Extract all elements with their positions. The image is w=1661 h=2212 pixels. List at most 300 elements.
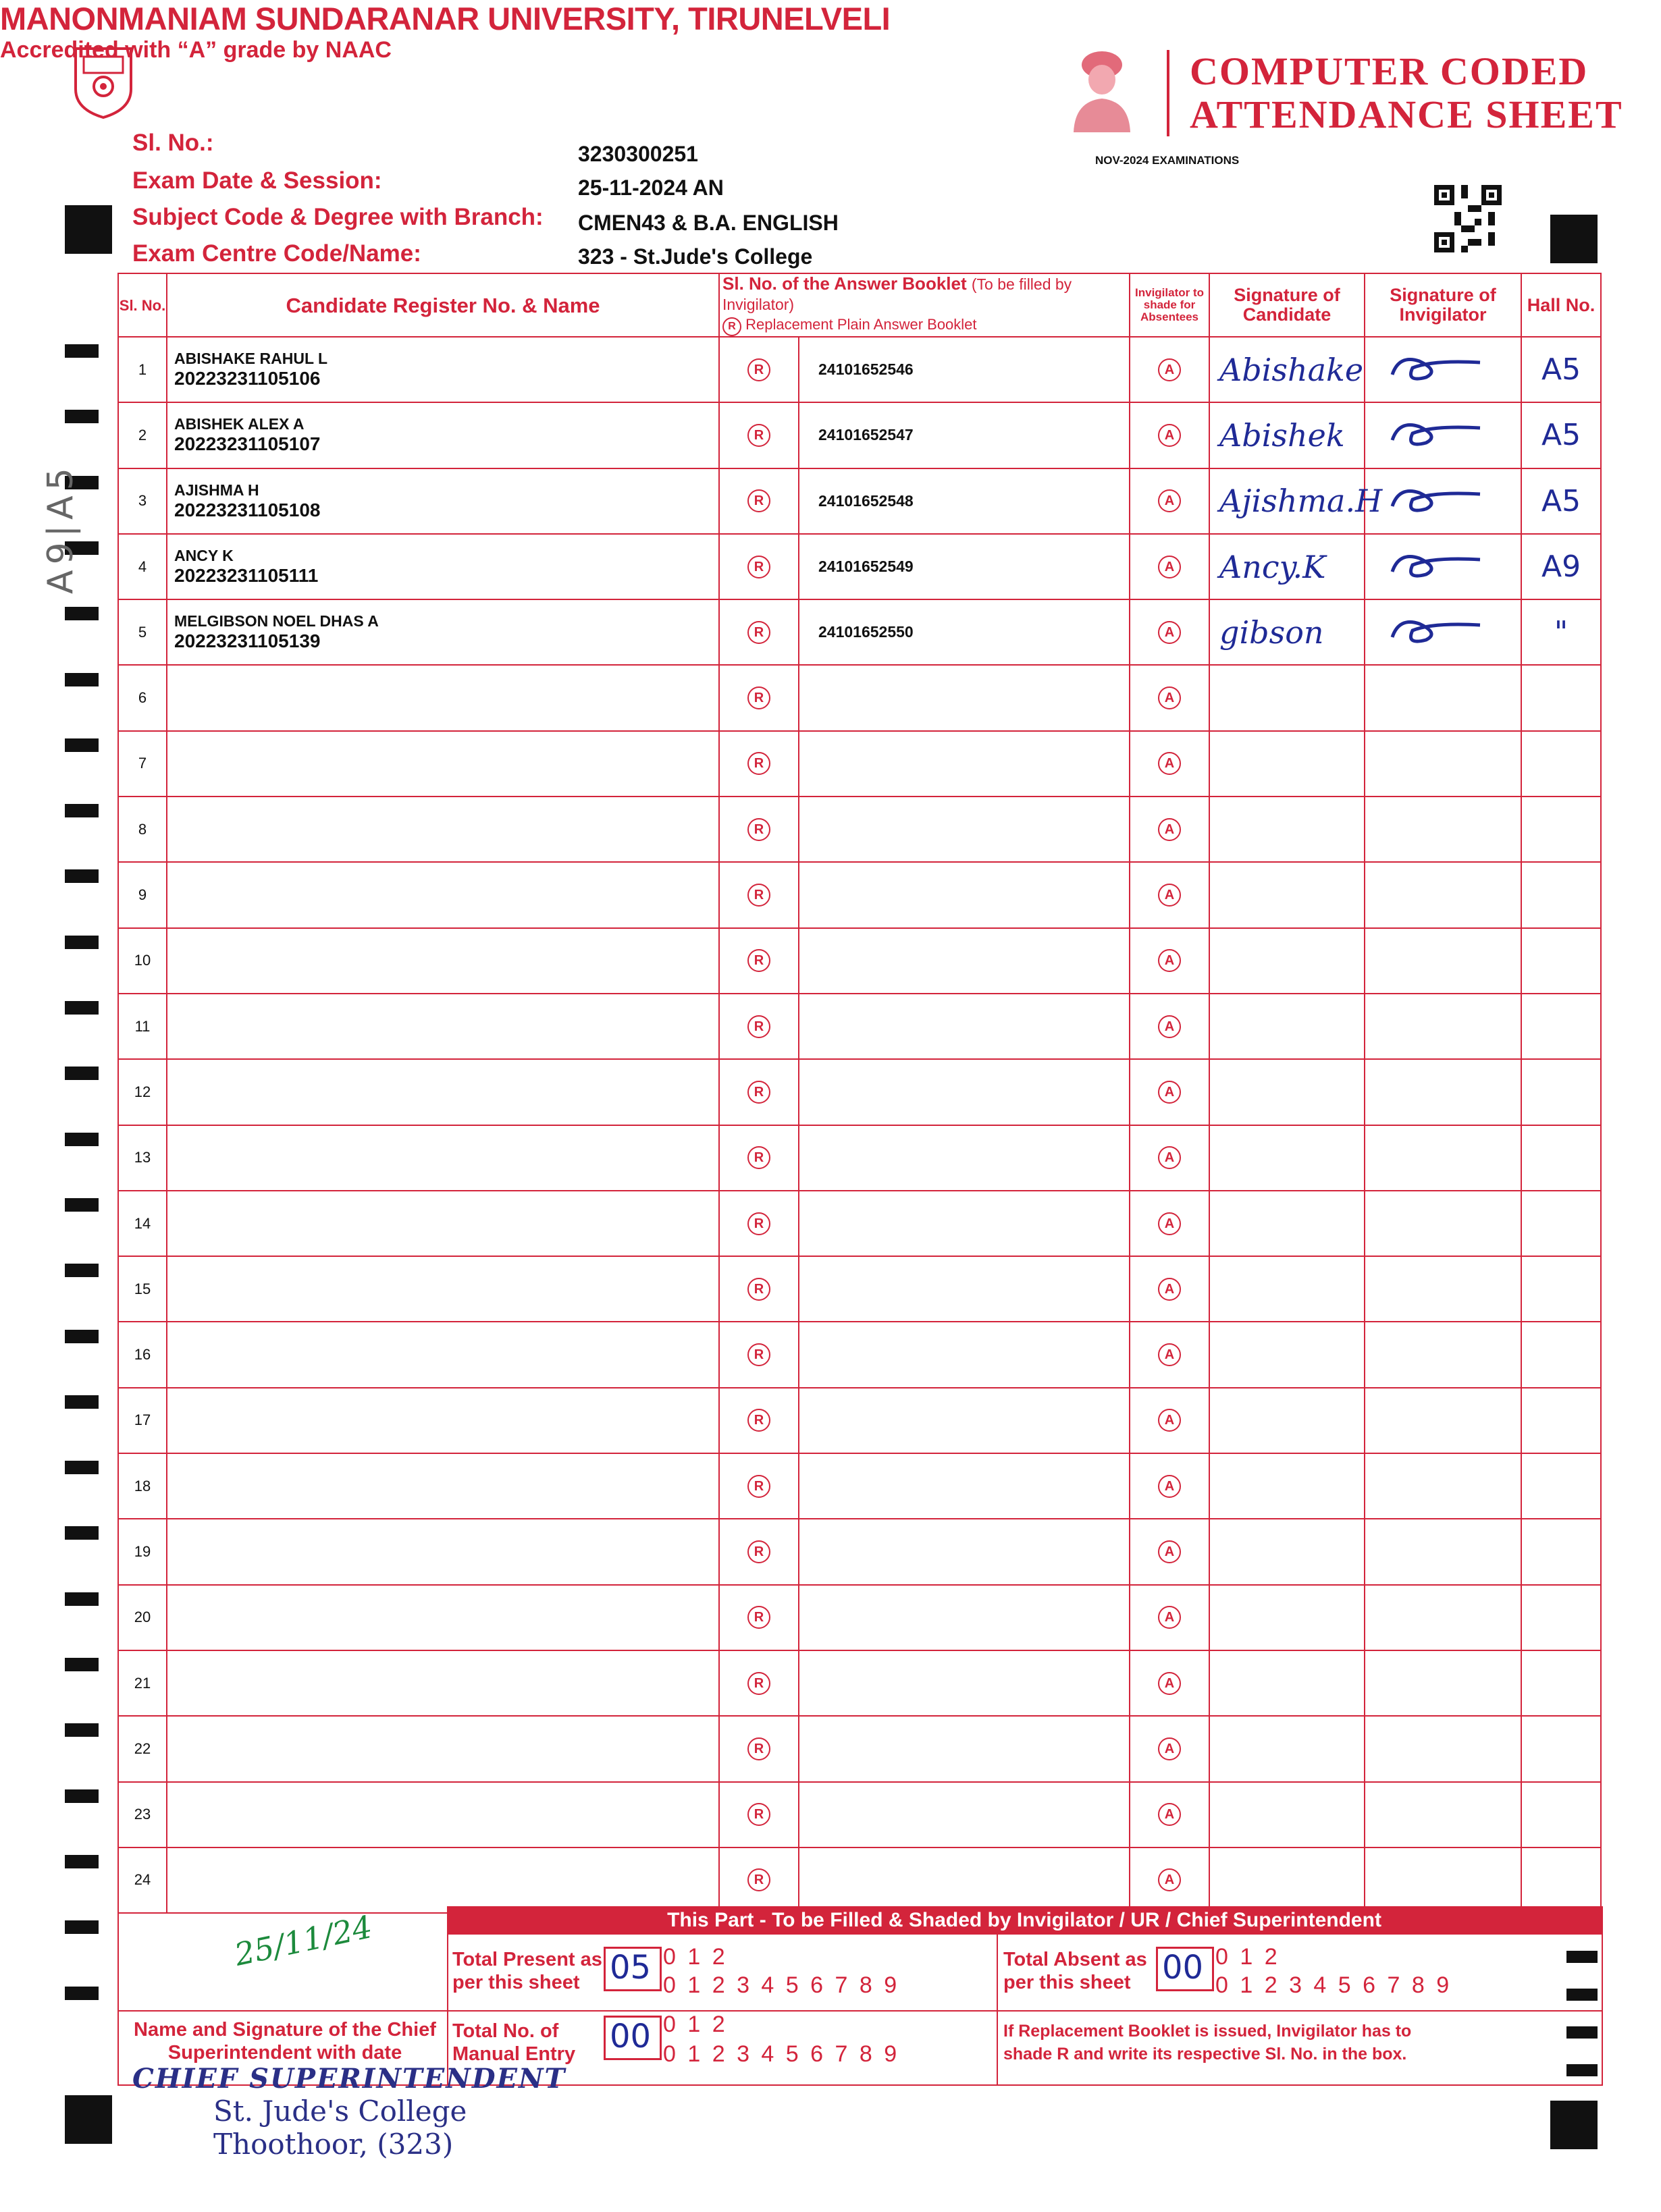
side-timing-mark <box>65 1920 99 1934</box>
replacement-r-icon: R <box>747 884 770 907</box>
table-row <box>118 1650 1601 1716</box>
candidate-cell <box>167 402 719 468</box>
absent-bubble[interactable] <box>1130 1650 1209 1716</box>
replacement-bubble[interactable] <box>719 665 799 730</box>
invigilator-signature-scribble <box>1365 348 1500 388</box>
total-absent-label: Total Absent as per this sheet <box>1003 1949 1147 1993</box>
invigilator-signature <box>1365 1782 1521 1847</box>
absent-bubble[interactable] <box>1130 797 1209 862</box>
absent-a-icon: A <box>1158 1540 1181 1563</box>
candidate-cell <box>167 1519 719 1584</box>
absent-a-icon: A <box>1158 424 1181 447</box>
table-row <box>118 862 1601 927</box>
candidate-signature: gibson <box>1209 599 1365 665</box>
row-sl-no: 13 <box>118 1125 167 1191</box>
replacement-r-icon: R <box>747 489 770 512</box>
replacement-bubble[interactable] <box>719 599 799 665</box>
candidate-cell <box>167 1256 719 1322</box>
booklet-number[interactable] <box>799 928 1130 994</box>
side-timing-mark <box>65 1001 99 1015</box>
absent-bubble[interactable] <box>1130 534 1209 599</box>
absent-a-icon: A <box>1158 884 1181 907</box>
hall-number <box>1521 1585 1601 1650</box>
booklet-number[interactable] <box>799 994 1130 1059</box>
replacement-r-icon: R <box>747 818 770 841</box>
exam-tag: NOV-2024 EXAMINATIONS <box>1095 154 1240 167</box>
replacement-r-icon: R <box>747 1737 770 1760</box>
replacement-bubble[interactable] <box>719 1453 799 1519</box>
candidate-cell <box>167 599 719 665</box>
replacement-r-icon: R <box>747 1606 770 1629</box>
row-sl-no: 9 <box>118 862 167 927</box>
replacement-r-icon: R <box>747 1475 770 1498</box>
hall-number: A5 <box>1521 402 1601 468</box>
table-row <box>118 337 1601 402</box>
hall-number <box>1521 1782 1601 1847</box>
invigilator-signature <box>1365 994 1521 1059</box>
candidate-cell <box>167 928 719 994</box>
absent-bubble[interactable] <box>1130 599 1209 665</box>
row-sl-no: 5 <box>118 599 167 665</box>
attendance-table <box>117 273 1602 1914</box>
manual-units-bubbles: 0 1 2 3 4 5 6 7 8 9 <box>663 2041 900 2067</box>
absent-bubble[interactable] <box>1130 1782 1209 1847</box>
absent-a-icon: A <box>1158 1737 1181 1760</box>
row-sl-no: 1 <box>118 337 167 402</box>
timing-mark <box>65 2095 112 2144</box>
replacement-r-icon: R <box>747 686 770 709</box>
absent-a-icon: A <box>1158 621 1181 644</box>
booklet-number[interactable] <box>799 1585 1130 1650</box>
candidate-cell <box>167 665 719 730</box>
replacement-bubble[interactable] <box>719 337 799 402</box>
candidate-cell <box>167 1847 719 1913</box>
side-timing-mark <box>65 936 99 949</box>
absent-a-icon: A <box>1158 1343 1181 1366</box>
sheet-title <box>1167 50 1623 136</box>
booklet-number[interactable] <box>799 797 1130 862</box>
register-number: 20223231105139 <box>174 630 321 652</box>
absent-bubble[interactable] <box>1130 1125 1209 1191</box>
absent-bubble[interactable] <box>1130 1256 1209 1322</box>
side-timing-mark <box>65 410 99 423</box>
side-timing-mark <box>65 1855 99 1868</box>
replacement-bubble[interactable] <box>719 402 799 468</box>
hall-number <box>1521 1322 1601 1387</box>
candidate-signature <box>1209 1191 1365 1256</box>
booklet-number[interactable] <box>799 1059 1130 1125</box>
absent-tens-bubbles: 0 1 2 <box>1215 1944 1280 1970</box>
absent-bubble[interactable] <box>1130 1847 1209 1913</box>
invigilator-signature <box>1365 1650 1521 1716</box>
sheet-title-line1: COMPUTER CODED <box>1190 49 1589 93</box>
candidate-cell <box>167 862 719 927</box>
stamp-line2: St. Jude's College <box>213 2095 467 2128</box>
table-row <box>118 1322 1601 1387</box>
replacement-bubble[interactable] <box>719 1256 799 1322</box>
replacement-r-icon: R <box>747 621 770 644</box>
invigilator-signature <box>1365 468 1521 534</box>
table-row <box>118 1519 1601 1584</box>
manual-entry-value: 00 <box>610 2018 652 2055</box>
table-row <box>118 599 1601 665</box>
invigilator-signature <box>1365 599 1521 665</box>
hall-number <box>1521 1191 1601 1256</box>
absent-a-icon: A <box>1158 1212 1181 1235</box>
accreditation: Accredited with “A” grade by NAAC <box>0 37 392 63</box>
manual-entry-box <box>604 2016 662 2060</box>
row-sl-no: 3 <box>118 468 167 534</box>
absent-a-icon: A <box>1158 1146 1181 1169</box>
invigilator-signature-scribble <box>1365 545 1500 585</box>
replacement-bubble[interactable] <box>719 797 799 862</box>
absent-bubble[interactable] <box>1130 468 1209 534</box>
booklet-number[interactable] <box>799 1519 1130 1584</box>
absent-a-icon: A <box>1158 1606 1181 1629</box>
candidate-signature <box>1209 1125 1365 1191</box>
absent-bubble[interactable] <box>1130 1519 1209 1584</box>
replacement-bubble[interactable] <box>719 1519 799 1584</box>
candidate-signature <box>1209 797 1365 862</box>
invigilator-signature-scribble <box>1365 413 1500 454</box>
hall-number <box>1521 665 1601 730</box>
college-stamp <box>132 2063 566 2161</box>
sl-no-value: 3230300251 <box>578 142 698 166</box>
absent-bubble[interactable] <box>1130 1388 1209 1453</box>
candidate-cell <box>167 1322 719 1387</box>
side-timing-mark <box>65 1658 99 1671</box>
booklet-number[interactable] <box>799 1125 1130 1191</box>
absent-a-icon: A <box>1158 1081 1181 1104</box>
candidate-cell <box>167 797 719 862</box>
candidate-cell <box>167 337 719 402</box>
candidate-signature <box>1209 1322 1365 1387</box>
booklet-number[interactable] <box>799 1256 1130 1322</box>
absent-a-icon: A <box>1158 556 1181 578</box>
candidate-cell <box>167 534 719 599</box>
total-absent-value: 00 <box>1162 1949 1204 1987</box>
sl-no-label: Sl. No.: <box>132 130 214 156</box>
summary-banner: This Part - To be Filled & Shaded by Invigilator / UR / Chief Superintendent <box>447 1906 1602 1935</box>
manual-tens-bubbles: 0 1 2 <box>663 2012 728 2037</box>
row-sl-no: 2 <box>118 402 167 468</box>
row-sl-no: 18 <box>118 1453 167 1519</box>
candidate-signature <box>1209 665 1365 730</box>
replacement-r-icon: R <box>747 1803 770 1826</box>
candidate-cell <box>167 731 719 797</box>
replacement-r-icon: R <box>747 1212 770 1235</box>
booklet-header-note: (To be filled by Invigilator) <box>722 275 1072 313</box>
booklet-number[interactable]: 24101652548 <box>799 468 1130 534</box>
hall-number: A9 <box>1521 534 1601 599</box>
booklet-number[interactable] <box>799 1388 1130 1453</box>
invigilator-signature <box>1365 1256 1521 1322</box>
absent-bubble[interactable] <box>1130 1191 1209 1256</box>
candidate-cell <box>167 1650 719 1716</box>
absent-a-icon: A <box>1158 1672 1181 1695</box>
replacement-bubble[interactable] <box>719 1716 799 1781</box>
candidate-signature: Abishake <box>1209 337 1365 402</box>
side-timing-mark <box>65 1198 99 1212</box>
replacement-r-icon: R <box>747 1672 770 1695</box>
total-present-box <box>604 1947 662 1991</box>
candidate-signature: Ancy.K <box>1209 534 1365 599</box>
summary-section <box>117 1906 1603 2086</box>
invigilator-signature <box>1365 928 1521 994</box>
side-timing-mark <box>65 1789 99 1803</box>
invigilator-signature <box>1365 1716 1521 1781</box>
candidate-cell <box>167 1059 719 1125</box>
table-row <box>118 468 1601 534</box>
replacement-bubble[interactable] <box>719 468 799 534</box>
booklet-number[interactable] <box>799 665 1130 730</box>
absent-a-icon: A <box>1158 1278 1181 1301</box>
replacement-r-icon: R <box>747 1081 770 1104</box>
table-row <box>118 1585 1601 1650</box>
hall-number <box>1521 731 1601 797</box>
row-sl-no: 10 <box>118 928 167 994</box>
invigilator-signature <box>1365 797 1521 862</box>
row-sl-no: 12 <box>118 1059 167 1125</box>
row-sl-no: 4 <box>118 534 167 599</box>
invigilator-signature <box>1365 1847 1521 1913</box>
replacement-r-icon: R <box>747 949 770 972</box>
absent-a-icon: A <box>1158 358 1181 381</box>
replacement-bubble[interactable] <box>719 1125 799 1191</box>
portrait-image <box>1067 45 1137 134</box>
booklet-subheader: Replacement Plain Answer Booklet <box>745 316 977 333</box>
side-timing-mark <box>65 607 99 620</box>
side-timing-mark <box>65 804 99 817</box>
hall-number: " <box>1521 599 1601 665</box>
side-timing-mark <box>65 1723 99 1737</box>
candidate-signature <box>1209 1388 1365 1453</box>
table-row <box>118 1059 1601 1125</box>
replacement-r-icon: R <box>747 358 770 381</box>
row-sl-no: 16 <box>118 1322 167 1387</box>
invigilator-signature <box>1365 731 1521 797</box>
absent-a-icon: A <box>1158 489 1181 512</box>
table-row <box>118 1847 1601 1913</box>
absent-a-icon: A <box>1158 1015 1181 1038</box>
invigilator-signature <box>1365 1388 1521 1453</box>
candidate-signature <box>1209 1650 1365 1716</box>
invigilator-signature <box>1365 1059 1521 1125</box>
manual-entry-label: Total No. of Manual Entry <box>452 2020 576 2065</box>
absent-bubble[interactable] <box>1130 1322 1209 1387</box>
replacement-bubble[interactable] <box>719 1782 799 1847</box>
total-present-value: 05 <box>610 1949 652 1987</box>
booklet-number[interactable] <box>799 1322 1130 1387</box>
hall-number <box>1521 928 1601 994</box>
absent-bubble[interactable] <box>1130 402 1209 468</box>
booklet-number[interactable] <box>799 1453 1130 1519</box>
hall-number: A5 <box>1521 337 1601 402</box>
replacement-r-icon: R <box>747 1146 770 1169</box>
candidate-signature <box>1209 928 1365 994</box>
table-row <box>118 928 1601 994</box>
row-sl-no: 15 <box>118 1256 167 1322</box>
replacement-bubble[interactable] <box>719 1847 799 1913</box>
hall-number <box>1521 1256 1601 1322</box>
invigilator-signature <box>1365 337 1521 402</box>
invigilator-signature-scribble <box>1365 479 1500 520</box>
replacement-bubble[interactable] <box>719 1585 799 1650</box>
replacement-note: If Replacement Booklet is issued, Invigilator has to shade R and write its respective Sl. No. in the box. <box>1003 2022 1412 2063</box>
replacement-bubble[interactable] <box>719 994 799 1059</box>
row-sl-no: 11 <box>118 994 167 1059</box>
side-timing-mark <box>65 1264 99 1277</box>
candidate-cell <box>167 1782 719 1847</box>
col-booklet <box>719 273 1130 337</box>
table-row <box>118 1125 1601 1191</box>
absent-bubble[interactable] <box>1130 862 1209 927</box>
margin-handwriting <box>41 462 81 594</box>
booklet-number[interactable]: 24101652546 <box>799 337 1130 402</box>
table-row <box>118 1191 1601 1256</box>
hall-number <box>1521 797 1601 862</box>
booklet-number[interactable] <box>799 862 1130 927</box>
candidate-cell <box>167 1125 719 1191</box>
qr-code <box>1434 184 1502 254</box>
table-row <box>118 402 1601 468</box>
sheet-title-line2: ATTENDANCE SHEET <box>1190 92 1623 136</box>
invigilator-signature <box>1365 1519 1521 1584</box>
booklet-number[interactable] <box>799 731 1130 797</box>
table-row <box>118 665 1601 730</box>
timing-mark <box>65 205 112 254</box>
replacement-bubble[interactable] <box>719 731 799 797</box>
booklet-number[interactable] <box>799 1650 1130 1716</box>
row-sl-no: 14 <box>118 1191 167 1256</box>
university-name: MANONMANIAM SUNDARANAR UNIVERSITY, TIRUNELVELI <box>0 1 891 36</box>
row-sl-no: 6 <box>118 665 167 730</box>
hall-number <box>1521 994 1601 1059</box>
table-row <box>118 797 1601 862</box>
candidate-signature <box>1209 731 1365 797</box>
absent-bubble[interactable] <box>1130 1059 1209 1125</box>
hall-number: A5 <box>1521 468 1601 534</box>
absent-units-bubbles: 0 1 2 3 4 5 6 7 8 9 <box>1215 1972 1452 1998</box>
replacement-r-icon: R <box>747 1015 770 1038</box>
candidate-cell <box>167 468 719 534</box>
replacement-bubble[interactable] <box>719 1322 799 1387</box>
side-timing-mark <box>65 1592 99 1606</box>
register-number: 20223231105111 <box>174 565 319 587</box>
absent-bubble[interactable] <box>1130 337 1209 402</box>
table-row <box>118 1716 1601 1781</box>
replacement-bubble[interactable] <box>719 862 799 927</box>
absent-a-icon: A <box>1158 818 1181 841</box>
side-timing-mark <box>65 1395 99 1409</box>
absent-bubble[interactable] <box>1130 1716 1209 1781</box>
col-hall: Hall No. <box>1521 273 1601 337</box>
replacement-bubble[interactable] <box>719 1388 799 1453</box>
candidate-signature <box>1209 1716 1365 1781</box>
candidate-name: AJISHMA H <box>174 481 259 499</box>
replacement-bubble[interactable] <box>719 1650 799 1716</box>
row-sl-no: 22 <box>118 1716 167 1781</box>
absent-bubble[interactable] <box>1130 928 1209 994</box>
invigilator-signature <box>1365 1322 1521 1387</box>
absent-a-icon: A <box>1158 1409 1181 1432</box>
hall-number <box>1521 1716 1601 1781</box>
register-number: 20223231105106 <box>174 368 321 389</box>
booklet-number[interactable] <box>799 1716 1130 1781</box>
chief-superintendent-label: Name and Signature of the Chief Superintendent with date <box>134 2019 436 2063</box>
stamp-line3: Thoothoor, (323) <box>213 2128 454 2161</box>
absent-bubble[interactable] <box>1130 1453 1209 1519</box>
table-row <box>118 1453 1601 1519</box>
row-sl-no: 8 <box>118 797 167 862</box>
booklet-header: Sl. No. of the Answer Booklet <box>722 273 967 294</box>
col-sl: Sl. No. <box>118 273 167 337</box>
register-number: 20223231105108 <box>174 499 321 520</box>
centre-label: Exam Centre Code/Name: <box>132 240 421 267</box>
replacement-r-icon: R <box>747 556 770 578</box>
booklet-number[interactable] <box>799 1847 1130 1913</box>
hall-number <box>1521 1519 1601 1584</box>
table-row <box>118 534 1601 599</box>
exam-date-value: 25-11-2024 AN <box>578 176 724 200</box>
absent-bubble[interactable] <box>1130 1585 1209 1650</box>
invigilator-signature <box>1365 1453 1521 1519</box>
chief-signature-date: 25/11/24 <box>231 1908 375 1973</box>
absent-bubble[interactable] <box>1130 665 1209 730</box>
replacement-bubble[interactable] <box>719 1059 799 1125</box>
table-row <box>118 1388 1601 1453</box>
candidate-cell <box>167 1453 719 1519</box>
candidate-signature <box>1209 1847 1365 1913</box>
candidate-signature: Ajishma.H <box>1209 468 1365 534</box>
exam-date-label: Exam Date & Session: <box>132 167 382 194</box>
booklet-number[interactable]: 24101652550 <box>799 599 1130 665</box>
replacement-r-icon: R <box>747 752 770 775</box>
booklet-number[interactable] <box>799 1191 1130 1256</box>
table-row <box>118 994 1601 1059</box>
candidate-signature <box>1209 1519 1365 1584</box>
candidate-signature <box>1209 862 1365 927</box>
candidate-cell <box>167 1191 719 1256</box>
candidate-cell <box>167 994 719 1059</box>
absent-a-icon: A <box>1158 1868 1181 1891</box>
booklet-number[interactable] <box>799 1782 1130 1847</box>
booklet-number[interactable]: 24101652547 <box>799 402 1130 468</box>
side-timing-mark <box>65 673 99 686</box>
absent-a-icon: A <box>1158 1475 1181 1498</box>
present-tens-bubbles: 0 1 2 <box>663 1944 728 1970</box>
row-sl-no: 19 <box>118 1519 167 1584</box>
replacement-r-icon: R <box>747 1343 770 1366</box>
absent-bubble[interactable] <box>1130 731 1209 797</box>
absent-a-icon: A <box>1158 949 1181 972</box>
replacement-bubble[interactable] <box>719 534 799 599</box>
hall-number <box>1521 1125 1601 1191</box>
invigilator-signature <box>1365 1585 1521 1650</box>
row-sl-no: 7 <box>118 731 167 797</box>
booklet-number[interactable]: 24101652549 <box>799 534 1130 599</box>
row-sl-no: 24 <box>118 1847 167 1913</box>
absent-bubble[interactable] <box>1130 994 1209 1059</box>
side-timing-mark <box>65 738 99 752</box>
chief-signature <box>232 1908 375 1973</box>
side-timing-mark <box>65 344 99 358</box>
candidate-name: ANCY K <box>174 547 234 565</box>
replacement-bubble[interactable] <box>719 928 799 994</box>
candidate-signature <box>1209 994 1365 1059</box>
replacement-bubble[interactable] <box>719 1191 799 1256</box>
side-timing-mark <box>65 869 99 883</box>
